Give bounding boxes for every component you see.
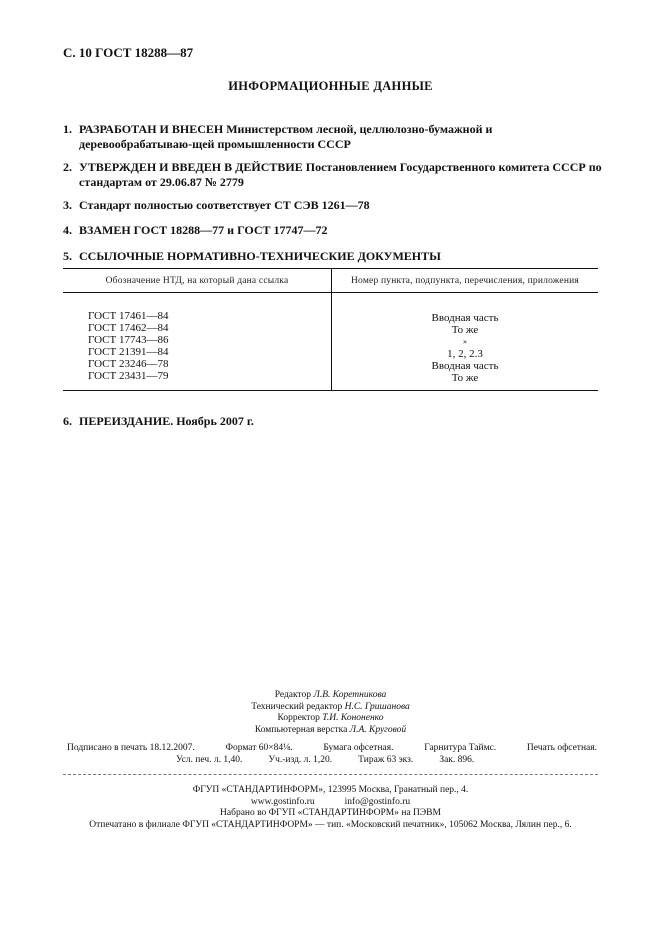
print-format: Формат 60×84⅛.: [225, 743, 293, 753]
credit-editor: [0, 690, 661, 702]
item-number: 1.: [63, 122, 72, 136]
item-heading: ССЫЛОЧНЫЕ НОРМАТИВНО-ТЕХНИЧЕСКИЕ ДОКУМЕНТЫ: [79, 249, 441, 263]
table-cell-ref: 1, 2, 2.3: [447, 348, 483, 360]
footer-divider: [63, 774, 598, 775]
table-cell-ref: Вводная часть: [431, 312, 499, 324]
item-text: Министерством лесной, целлюлозно-бумажной и деревообрабатываю-щей промышленности СССР: [79, 122, 493, 151]
credit-name: Н.С. Гришанова: [344, 701, 410, 712]
item-heading: УТВЕРЖДЕН И ВВЕДЕН В ДЕЙСТВИЕ: [79, 160, 303, 174]
table-cell-ref: Вводная часть: [431, 360, 499, 372]
page-title: ИНФОРМАЦИОННЫЕ ДАННЫЕ: [228, 79, 433, 93]
credit-label: Компьютерная верстка: [254, 724, 348, 735]
print-typeface: Гарнитура Таймс.: [424, 743, 497, 753]
credits-block: [0, 690, 661, 736]
print-signed: Подписано в печать 18.12.2007.: [67, 743, 195, 753]
table-cell-doc: ГОСТ 17462—84: [88, 322, 169, 334]
item-heading: РАЗРАБОТАН И ВНЕСЕН: [79, 122, 224, 136]
info-item-3: [63, 198, 603, 213]
item-number: 2.: [63, 160, 72, 174]
table-cell-doc: ГОСТ 17743—86: [88, 334, 169, 346]
info-item-5: [63, 249, 603, 264]
page-header: С. 10 ГОСТ 18288—87: [63, 45, 194, 60]
credit-name: Л.А. Круговой: [349, 724, 407, 735]
item-number: 5.: [63, 249, 72, 263]
table-cell-ref: »: [463, 337, 467, 346]
publisher-email: info@gostinfo.ru: [344, 796, 411, 807]
info-item-4: [63, 223, 603, 238]
item-number: 4.: [63, 223, 72, 237]
table-cell-doc: ГОСТ 17461—84: [88, 310, 169, 322]
item-text: Стандарт полностью соответствует СТ СЭВ 1261—78: [79, 198, 370, 212]
publisher-website: www.gostinfo.ru: [250, 796, 315, 807]
table-cell-doc: ГОСТ 23431—79: [88, 370, 169, 382]
item-text: Постановлением Государственного комитета СССР по стандартам от 29.06.87 № 2779: [79, 160, 602, 189]
info-item-1: [63, 122, 603, 152]
item-number: 3.: [63, 198, 72, 212]
publisher-printed: Отпечатано в филиале ФГУП «СТАНДАРТИНФОРМ» — тип. «Московский печатник», 105062 Москва, Лялин пер., 6.: [89, 819, 572, 830]
publisher-typeset: Набрано во ФГУП «СТАНДАРТИНФОРМ» на ПЭВМ: [220, 808, 441, 818]
print-run: Тираж 63 экз.: [358, 755, 414, 765]
print-paper: Бумага офсетная.: [323, 743, 394, 753]
info-item-6: [63, 414, 603, 429]
info-item-2: [63, 160, 603, 190]
print-method: Печать офсетная.: [526, 743, 597, 753]
credit-label: Редактор: [274, 690, 312, 700]
item-number: 6.: [63, 414, 72, 428]
credit-tech-editor: [0, 702, 661, 714]
credit-label: Технический редактор: [251, 701, 343, 712]
print-info-line-1: [67, 743, 597, 753]
table-cell-doc: ГОСТ 21391—84: [88, 346, 169, 358]
table-cell-ref: То же: [451, 324, 479, 336]
publisher-address: ФГУП «СТАНДАРТИНФОРМ», 123995 Москва, Гранатный пер., 4.: [192, 785, 469, 795]
table-bottom-rule: [63, 390, 598, 391]
item-heading: ВЗАМЕН ГОСТ 18288—77 и ГОСТ 17747—72: [79, 223, 328, 237]
table-cell-ref: То же: [451, 372, 479, 384]
item-heading: ПЕРЕИЗДАНИЕ.: [79, 414, 174, 428]
table-refs-column: [332, 312, 598, 384]
credit-proofreader: [0, 713, 661, 725]
table-cell-doc: ГОСТ 23246—78: [88, 358, 169, 370]
print-pub-sheets: Уч.-изд. л. 1,20.: [268, 755, 333, 765]
credit-name: Т.И. Кононенко: [322, 713, 384, 723]
print-info-line-2: [176, 755, 474, 765]
print-order: Зак. 896.: [439, 755, 475, 765]
table-header-doc: Обозначение НТД, на который дана ссылка: [105, 276, 289, 286]
table-header-ref: Номер пункта, подпункта, перечисления, приложения: [351, 276, 579, 286]
print-sheets: Усл. печ. л. 1,40.: [176, 755, 243, 765]
item-text: Ноябрь 2007 г.: [173, 414, 254, 428]
credit-layout: [0, 725, 661, 737]
credit-label: Корректор: [277, 713, 320, 723]
credit-name: Л.В. Коретникова: [313, 690, 387, 700]
publisher-block: [0, 785, 661, 831]
table-docs-column: [88, 310, 168, 382]
